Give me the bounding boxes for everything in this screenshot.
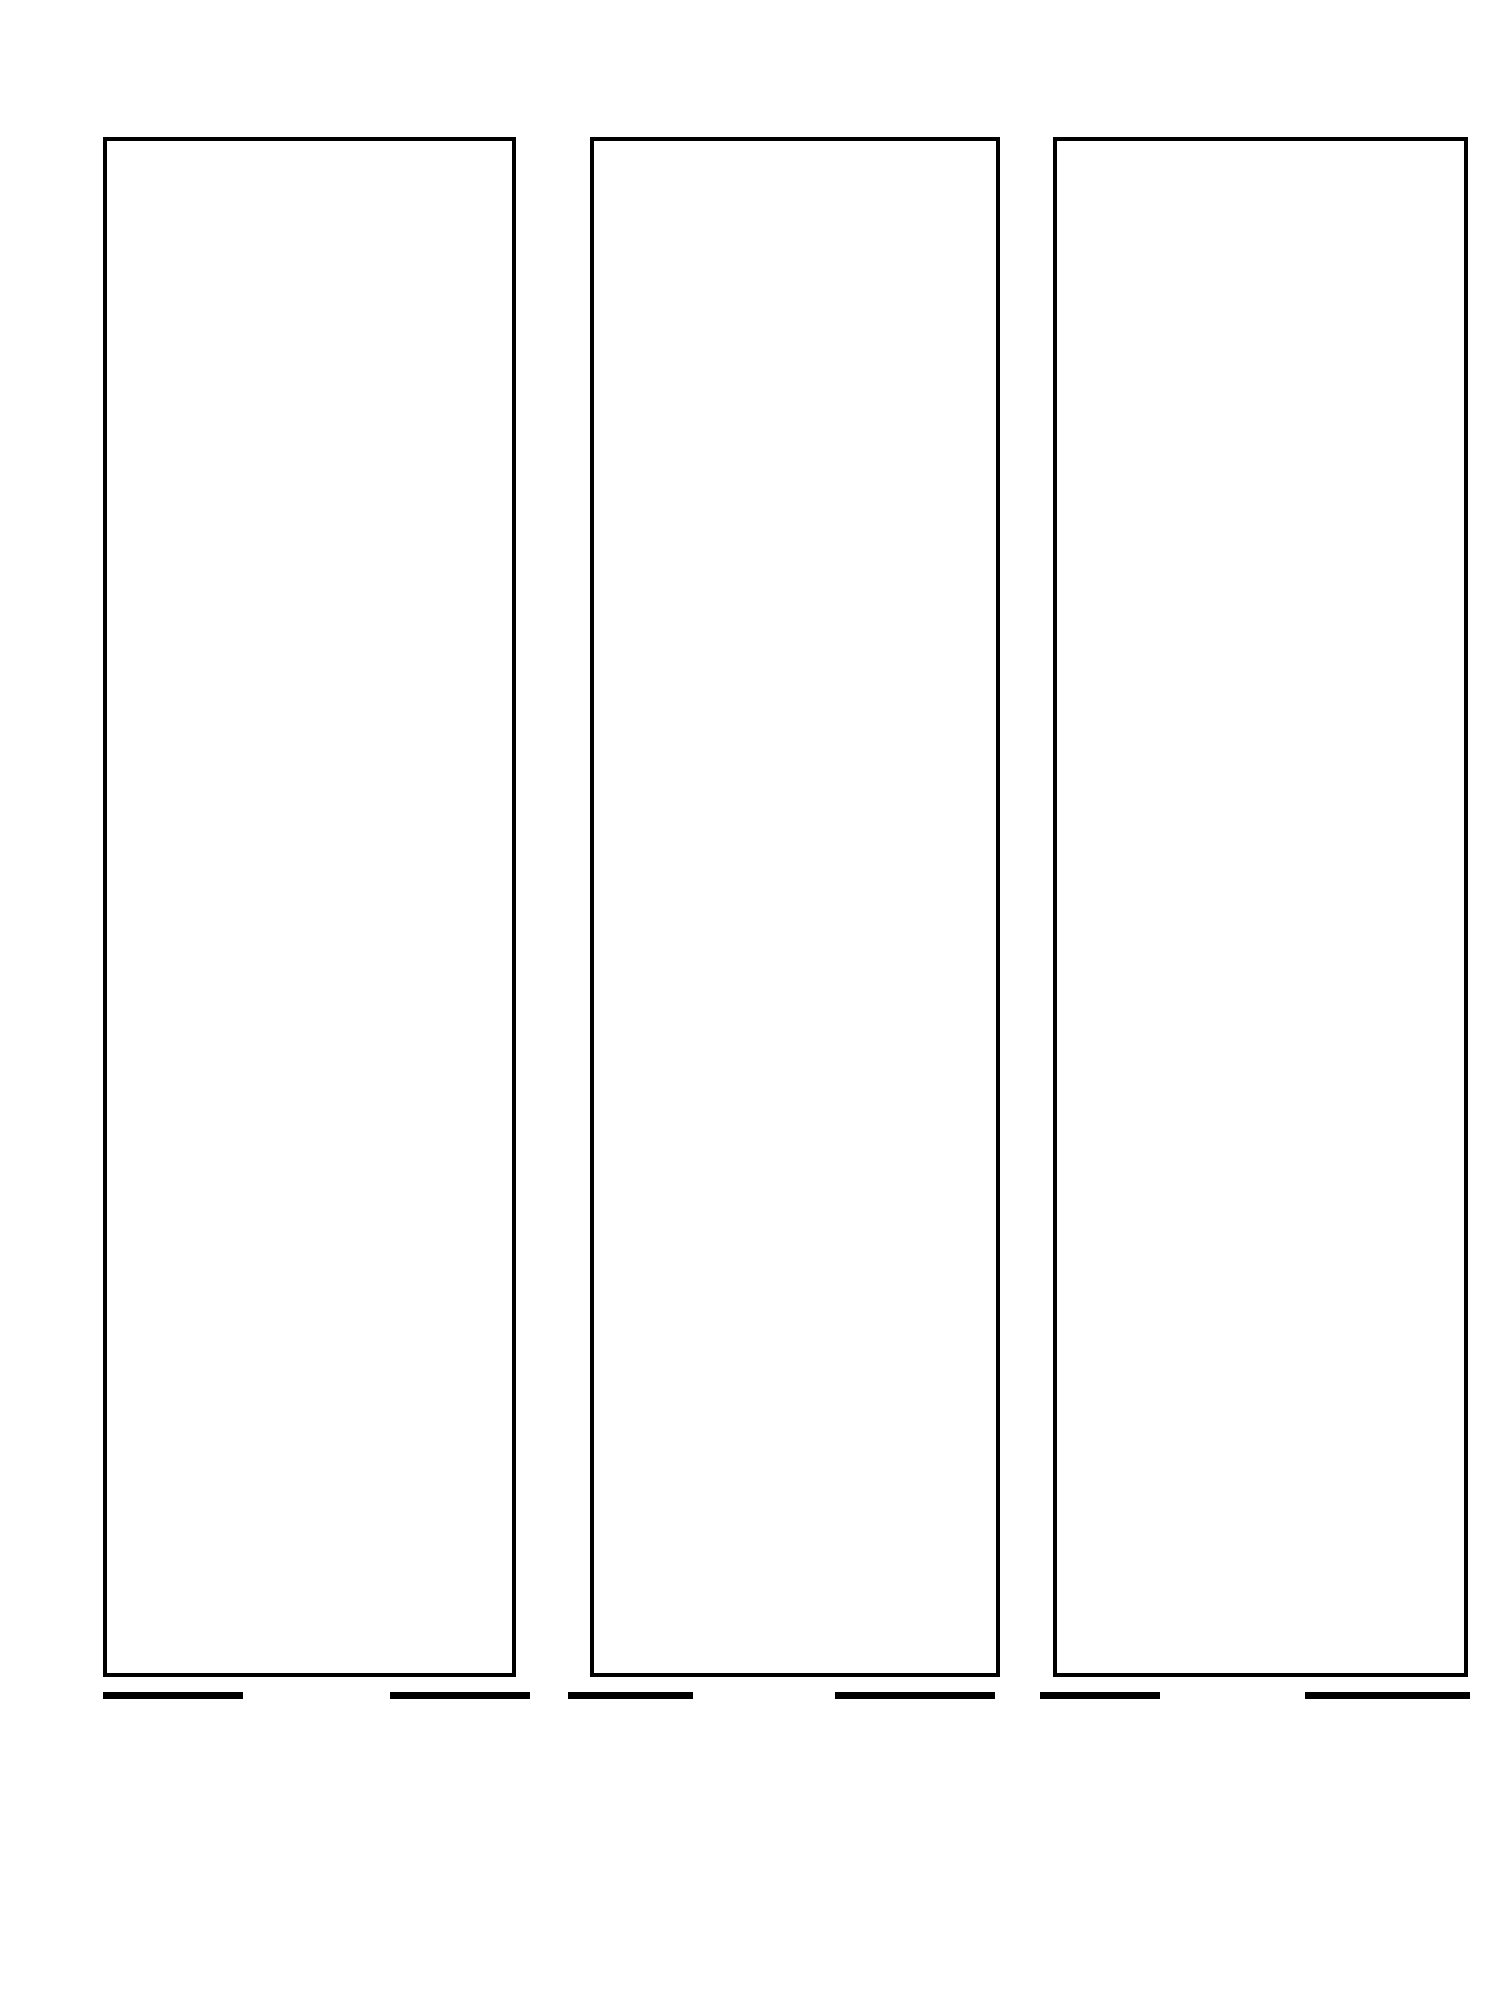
row-label-cwr-22rv1 bbox=[55, 355, 95, 575]
mhcii-bar-left bbox=[1040, 1692, 1160, 1699]
row-label-pc-3 bbox=[55, 1210, 95, 1430]
row-label-lapc-4 bbox=[55, 780, 95, 1000]
pd-l2-bar-right bbox=[835, 1692, 995, 1699]
panel-b-frame bbox=[590, 137, 1000, 1677]
pd-l1-bar-left bbox=[103, 1692, 243, 1699]
row-label-vcap bbox=[55, 1435, 95, 1655]
row-label-du-145 bbox=[55, 995, 95, 1215]
pd-l1-bar-right bbox=[390, 1692, 530, 1699]
panel-a-frame bbox=[103, 137, 516, 1677]
row-label-e006aa bbox=[55, 135, 95, 355]
panel-c-frame bbox=[1053, 137, 1468, 1677]
pd-l2-bar-left bbox=[568, 1692, 693, 1699]
row-label-lncap bbox=[55, 565, 95, 785]
mhcii-bar-right bbox=[1305, 1692, 1470, 1699]
